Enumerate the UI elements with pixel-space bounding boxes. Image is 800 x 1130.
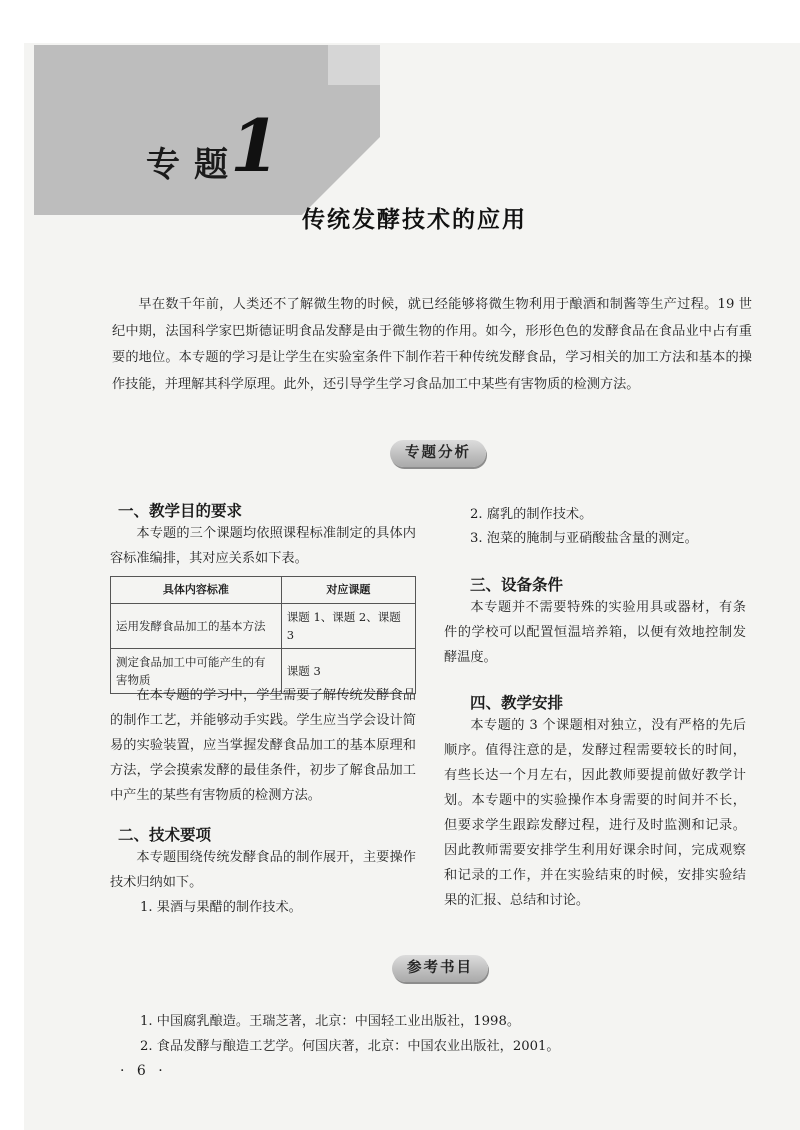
table-cell: 运用发酵食品加工的基本方法 — [111, 604, 282, 649]
table-header-cell: 具体内容标准 — [111, 577, 282, 604]
topic-banner — [34, 45, 380, 218]
textbook-page — [24, 43, 800, 1130]
table-row — [111, 604, 416, 649]
tech-item: 1. 果酒与果醋的制作技术。 — [140, 900, 302, 915]
heading-goals: 一、教学目的要求 — [118, 502, 243, 520]
page-number: · 6 · — [120, 1063, 167, 1079]
tech-item: 3. 泡菜的腌制与亚硝酸盐含量的测定。 — [470, 531, 698, 546]
intro-text: 早在数千年前，人类还不了解微生物的时候，就已经能够将微生物利用于酿酒和制酱等生产过程。19 世纪中期，法国科学家巴斯德证明食品发酵是由于微生物的作用。如今，形形色色的发酵食品在食品业中占有重要的地位。本专题的学习是让学生在实验室条件下制作若干种传统发酵食品，学习相关的加工方法和基本的操作技能，并理解其科学原理。此外，还引导学生学习食品加工中某些有害物质的检测方法。 — [112, 297, 752, 392]
heading-equipment: 三、设备条件 — [470, 576, 564, 594]
table-header-row — [111, 577, 416, 604]
page-title: 传统发酵技术的应用 — [302, 206, 527, 233]
tech-text: 本专题围绕传统发酵食品的制作展开，主要操作技术归纳如下。 — [110, 850, 416, 890]
heading-schedule: 四、教学安排 — [470, 694, 564, 712]
heading-tech: 二、技术要项 — [118, 826, 212, 844]
topic-label: 专题 — [146, 145, 242, 185]
goals-after-text: 在本专题的学习中，学生需要了解传统发酵食品的制作工艺，并能够动手实践。学生应当学会设计简易的实验装置，应当掌握发酵食品加工的基本原理和方法，学会摸索发酵的最佳条件，初步了解食品加工中产生的某些有害物质的检测方法。 — [110, 688, 416, 803]
table-cell: 测定食品加工中可能产生的有害物质 — [111, 649, 282, 694]
tech-item: 2. 腐乳的制作技术。 — [470, 507, 593, 522]
section-pill-references: 参考书目 — [392, 955, 488, 982]
banner-shape — [34, 45, 380, 218]
schedule-text: 本专题的 3 个课题相对独立，没有严格的先后顺序。值得注意的是，发酵过程需要较长的时间，有些长达一个月左右，因此教师要提前做好教学计划。本专题中的实验操作本身需要的时间并不长，但要求学生跟踪发酵过程，进行及时监测和记录。因此教师需要安排学生利用好课余时间，完成观察和记录的工作，并在实验结束的时候，安排实验结果的汇报、总结和讨论。 — [444, 718, 746, 908]
intro-paragraph — [112, 292, 752, 398]
section-pill-analysis: 专题分析 — [390, 440, 486, 467]
standards-table — [110, 576, 416, 694]
reference-item: 2. 食品发酵与酿造工艺学。何国庆著，北京：中国农业出版社，2001。 — [140, 1039, 560, 1054]
equipment-text: 本专题并不需要特殊的实验用具或器材，有条件的学校可以配置恒温培养箱，以便有效地控制发酵温度。 — [444, 600, 746, 665]
table-cell: 课题 1、课题 2、课题 3 — [281, 604, 415, 649]
reference-item: 1. 中国腐乳酿造。王瑞芝著，北京：中国轻工业出版社，1998。 — [140, 1014, 521, 1029]
table-header-cell: 对应课题 — [281, 577, 415, 604]
goals-text: 本专题的三个课题均依照课程标准制定的具体内容标准编排，其对应关系如下表。 — [110, 526, 416, 566]
table-cell: 课题 3 — [281, 649, 415, 694]
topic-number: 1 — [230, 103, 281, 188]
